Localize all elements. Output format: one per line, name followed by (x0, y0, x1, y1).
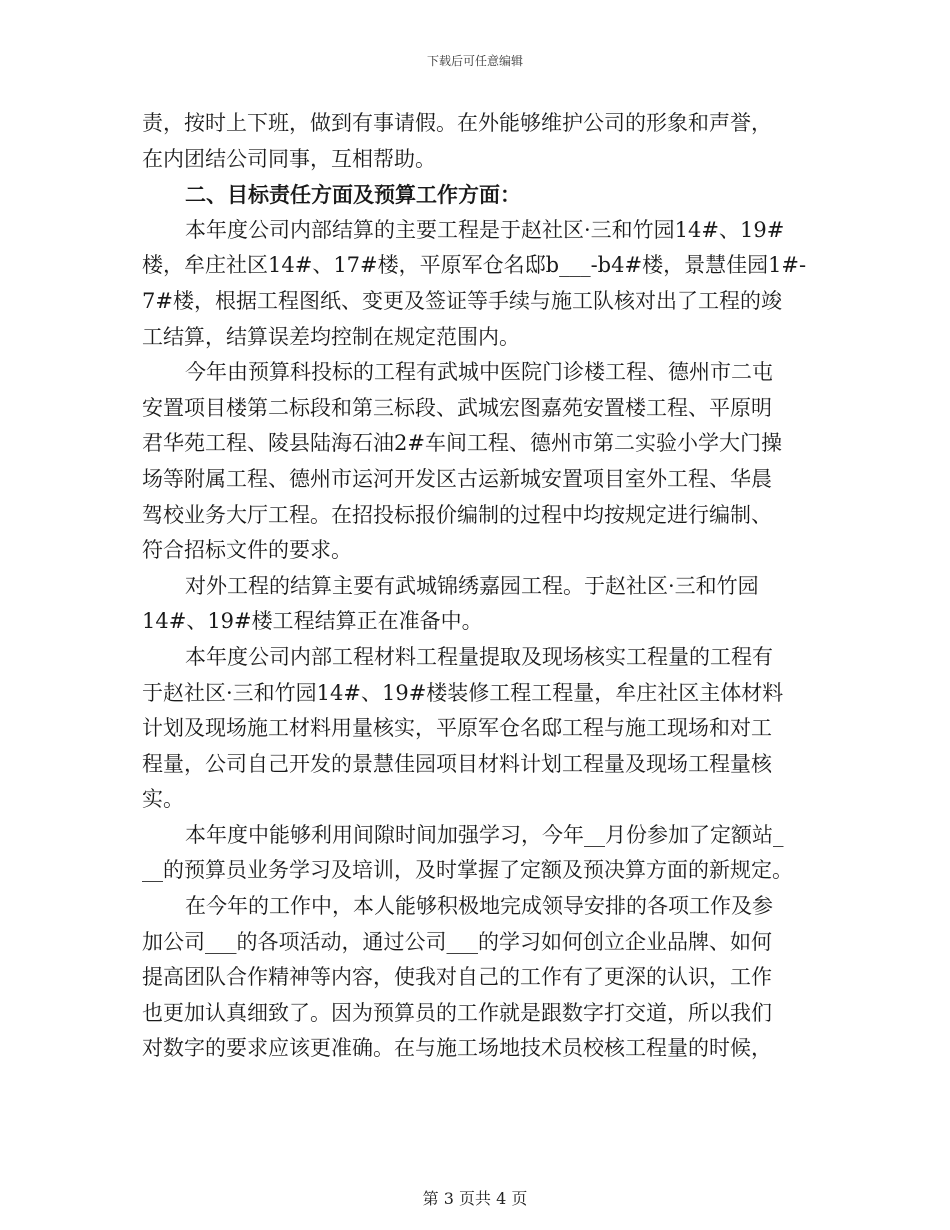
text-line: 计划及现场施工材料用量核实，平原军仓名邸工程与施工现场和对工 (142, 716, 772, 741)
text-line: 本年度中能够利用间隙时间加强学习，今年__月份参加了定额站_ (185, 822, 784, 847)
text-line: 符合招标文件的要求。 (142, 538, 352, 563)
text-line: __的预算员业务学习及培训，及时掌握了定额及预决算方面的新规定。 (142, 858, 793, 883)
text-line: 加公司___的各项活动，通过公司___的学习如何创立企业品牌、如何 (142, 929, 772, 954)
section-heading: 二、目标责任方面及预算工作方面： (185, 182, 521, 208)
text-line: 也更加认真细致了。因为预算员的工作就是跟数字打交道，所以我们 (142, 1000, 772, 1025)
text-line: 实。 (142, 787, 184, 812)
text-line: 于赵社区·三和竹园14#、19#楼装修工程工程量，牟庄社区主体材料 (142, 680, 784, 705)
text-line: 楼，牟庄社区14#、17#楼，平原军仓名邸b___-b4#楼，景慧佳园1#- (142, 253, 807, 278)
text-line: 今年由预算科投标的工程有武城中医院门诊楼工程、德州市二屯 (185, 360, 773, 385)
text-line: 场等附属工程、德州市运河开发区古运新城安置项目室外工程、华晨 (142, 466, 772, 491)
page-header: 下载后可任意编辑 (426, 54, 523, 68)
text-line: 责，按时上下班，做到有事请假。在外能够维护公司的形象和声誉， (142, 111, 772, 135)
text-line: 在内团结公司同事，互相帮助。 (142, 146, 436, 171)
text-line: 14#、19#楼工程结算正在准备中。 (142, 609, 483, 634)
document-body (142, 106, 812, 1067)
page-footer: 第 3 页共 4 页 (422, 1189, 528, 1208)
text-line: 7#楼，根据工程图纸、变更及签证等手续与施工队核对出了工程的竣 (142, 288, 782, 313)
text-line: 对外工程的结算主要有武城锦绣嘉园工程。于赵社区·三和竹园 (185, 573, 759, 598)
text-line: 本年度公司内部结算的主要工程是于赵社区·三和竹园14#、19# (185, 217, 785, 242)
text-line: 在今年的工作中，本人能够积极地完成领导安排的各项工作及参 (185, 894, 773, 919)
text-line: 君华苑工程、陵县陆海石油2#车间工程、德州市第二实验小学大门操 (142, 431, 782, 456)
text-line: 工结算，结算误差均控制在规定范围内。 (142, 324, 520, 349)
text-line: 对数字的要求应该更准确。在与施工场地技术员校核工程量的时候， (142, 1036, 772, 1061)
text-line: 提高团队合作精神等内容，使我对自己的工作有了更深的认识，工作 (142, 965, 772, 990)
text-line: 安置项目楼第二标段和第三标段、武城宏图嘉苑安置楼工程、平原明 (142, 395, 772, 420)
text-line: 驾校业务大厅工程。在招投标报价编制的过程中均按规定进行编制、 (142, 502, 772, 527)
text-line: 本年度公司内部工程材料工程量提取及现场核实工程量的工程有 (185, 644, 773, 669)
text-line: 程量，公司自己开发的景慧佳园项目材料计划工程量及现场工程量核 (142, 751, 772, 776)
